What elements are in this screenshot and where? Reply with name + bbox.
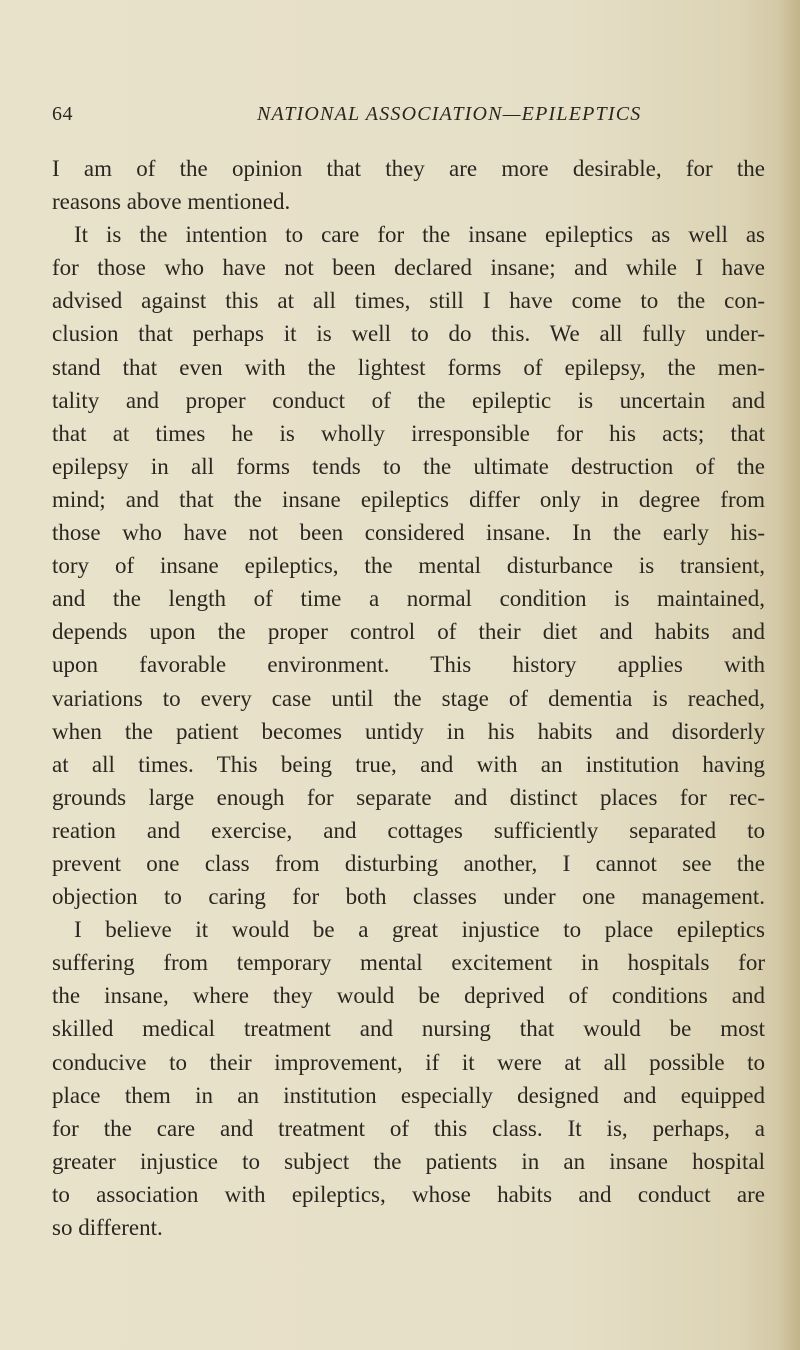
page-edge-shadow bbox=[778, 0, 800, 1350]
page-number: 64 bbox=[52, 103, 73, 125]
text-line: objection to caring for both classes under one management. bbox=[52, 884, 765, 910]
text-line: greater injustice to subject the patients in an insane hospital bbox=[52, 1148, 765, 1174]
text-line: suffering from temporary mental excitement in hospitals for bbox=[52, 950, 765, 976]
text-line: I believe it would be a great injustice to place epileptics bbox=[74, 917, 765, 943]
text-line: those who have not been considered insane. In the early his- bbox=[52, 520, 765, 546]
text-line: and the length of time a normal condition is maintained, bbox=[52, 586, 765, 612]
text-line: grounds large enough for separate and distinct places for rec- bbox=[52, 784, 765, 810]
text-line: reation and exercise, and cottages sufficiently separated to bbox=[52, 817, 765, 843]
running-head: NATIONAL ASSOCIATION—EPILEPTICS bbox=[257, 103, 642, 125]
text-line: conducive to their improvement, if it were at all possible to bbox=[52, 1049, 765, 1075]
text-line: when the patient becomes untidy in his habits and disorderly bbox=[52, 718, 765, 744]
text-line: I am of the opinion that they are more desirable, for the bbox=[52, 156, 765, 181]
text-line: prevent one class from disturbing another, I cannot see the bbox=[52, 850, 765, 876]
text-line: clusion that perhaps it is well to do this. We all fully under- bbox=[52, 321, 765, 347]
text-line: advised against this at all times, still I have come to the con- bbox=[52, 288, 765, 314]
body-text bbox=[52, 152, 765, 1244]
text-line: that at times he is wholly irresponsible for his acts; that bbox=[52, 420, 765, 446]
text-line: upon favorable environment. This history applies with bbox=[52, 652, 765, 678]
text-line: to association with epileptics, whose habits and conduct are bbox=[52, 1181, 765, 1207]
text-line: variations to every case until the stage of dementia is reached, bbox=[52, 685, 765, 711]
text-line: It is the intention to care for the insane epileptics as well as bbox=[74, 222, 765, 248]
text-line: tory of insane epileptics, the mental disturbance is transient, bbox=[52, 553, 765, 579]
text-line: tality and proper conduct of the epileptic is uncertain and bbox=[52, 387, 765, 413]
text-line: for the care and treatment of this class. It is, perhaps, a bbox=[52, 1115, 765, 1141]
text-line: skilled medical treatment and nursing that would be most bbox=[52, 1016, 765, 1042]
text-line: depends upon the proper control of their diet and habits and bbox=[52, 619, 765, 645]
text-line: reasons above mentioned. bbox=[52, 189, 291, 215]
page-header bbox=[52, 103, 762, 133]
text-line: mind; and that the insane epileptics differ only in degree from bbox=[52, 486, 765, 512]
text-line: stand that even with the lightest forms of epilepsy, the men- bbox=[52, 354, 765, 380]
text-line: so different. bbox=[52, 1215, 163, 1240]
text-line: the insane, where they would be deprived of conditions and bbox=[52, 983, 765, 1009]
text-line: epilepsy in all forms tends to the ultimate destruction of the bbox=[52, 453, 765, 479]
text-line: for those who have not been declared insane; and while I have bbox=[52, 255, 765, 281]
text-line: at all times. This being true, and with an institution having bbox=[52, 751, 765, 777]
text-line: place them in an institution especially designed and equipped bbox=[52, 1082, 765, 1108]
